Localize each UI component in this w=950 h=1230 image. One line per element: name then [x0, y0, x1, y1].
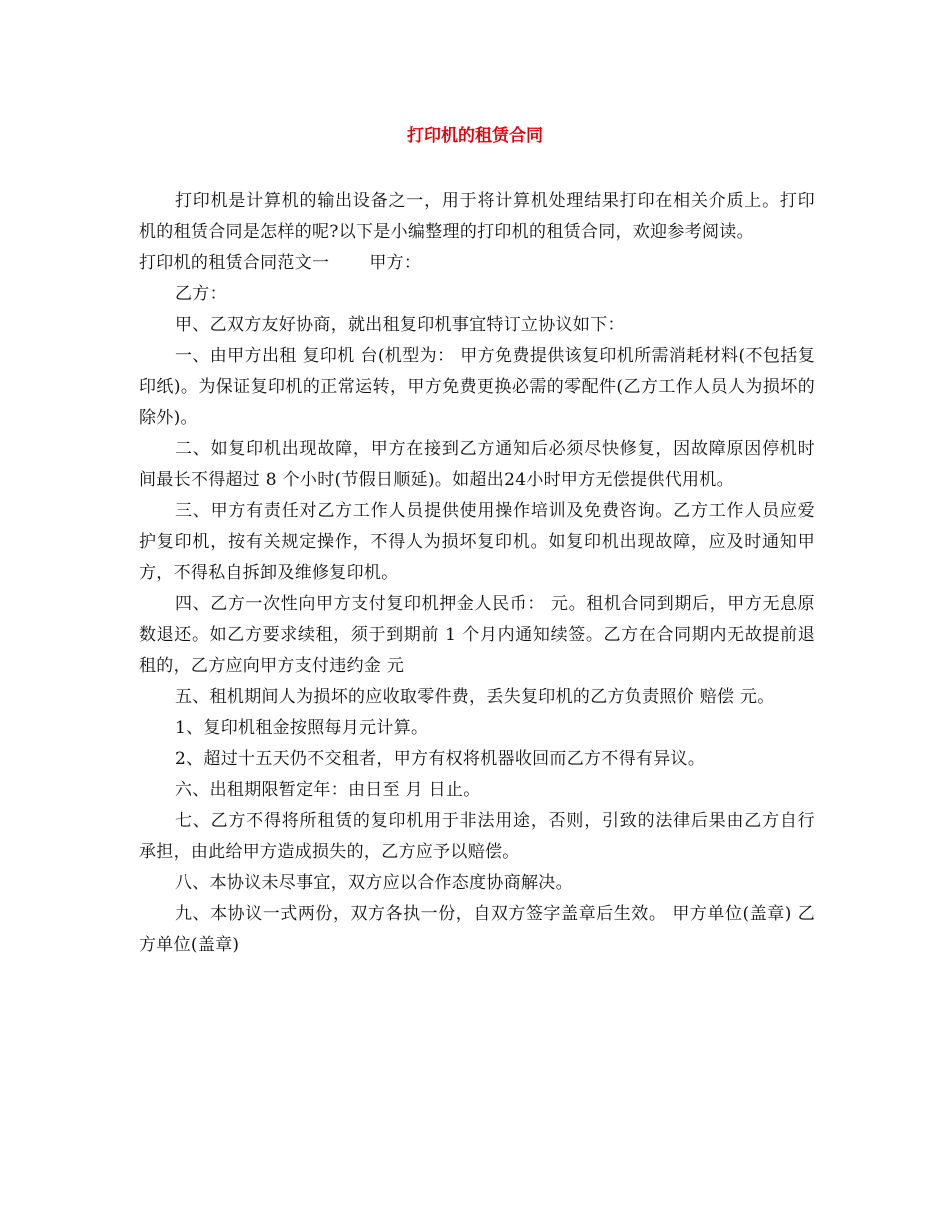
clause-paragraph: 三、甲方有责任对乙方工作人员提供使用操作培训及免费咨询。乙方工作人员应爱护复印机，按有关规定操作，不得人为损坏复印机。如复印机出现故障，应及时通知甲方，不得私自拆卸及维修复印机。 [139, 501, 815, 583]
clause-paragraph: 二、如复印机出现故障，甲方在接到乙方通知后必须尽快修复，因故障原因停机时间最长不得超过 8 个小时(节假日顺延)。如超出24小时甲方无偿提供代用机。 [139, 439, 815, 490]
party-b-label: 乙方： [175, 284, 227, 304]
contract-heading: 打印机的租赁合同范文一 [139, 253, 330, 273]
clause-paragraph: 九、本协议一式两份，双方各执一份，自双方签字盖章后生效。 甲方单位(盖章) 乙方单位(盖章) [139, 904, 815, 955]
clause-paragraph: 六、出租期限暂定年：由日至 月 日止。 [175, 780, 481, 800]
clause-paragraph: 七、乙方不得将所租赁的复印机用于非法用途，否则，引致的法律后果由乙方自行承担，由此给甲方造成损失的，乙方应予以赔偿。 [139, 811, 815, 862]
intro-paragraph: 打印机是计算机的输出设备之一，用于将计算机处理结果打印在相关介质上。打印机的租赁合同是怎样的呢?以下是小编整理的打印机的租赁合同，欢迎参考阅读。 [139, 191, 815, 242]
document-title: 打印机的租赁合同 [407, 126, 543, 146]
clause-paragraph: 五、租机期间人为损坏的应收取零件费，丢失复印机的乙方负责照价 赔偿 元。 [175, 687, 775, 707]
clause-paragraph: 一、由甲方出租 复印机 台(机型为： 甲方免费提供该复印机所需消耗材料(不包括复印纸)。为保证复印机的正常运转，甲方免费更换必需的零配件(乙方工作人员人为损坏的除外)。 [139, 346, 815, 428]
party-a-label: 甲方： [369, 253, 422, 273]
clause-paragraph: 1、复印机租金按照每月元计算。 [175, 718, 429, 738]
clause-paragraph: 甲、乙双方友好协商，就出租复印机事宜特订立协议如下： [175, 315, 625, 335]
clause-paragraph: 八、本协议未尽事宜，双方应以合作态度协商解决。 [175, 873, 573, 893]
clause-paragraph: 四、乙方一次性向甲方支付复印机押金人民币： 元。租机合同到期后，甲方无息原数退还。如乙方要求续租，须于到期前 1 个月内通知续签。乙方在合同期内无故提前退租的，乙方应向甲方支付违约金 元 [139, 594, 815, 676]
document-body [139, 186, 815, 961]
heading-line [139, 248, 815, 279]
clause-paragraph: 2、超过十五天仍不交租者，甲方有权将机器收回而乙方不得有异议。 [175, 749, 706, 769]
